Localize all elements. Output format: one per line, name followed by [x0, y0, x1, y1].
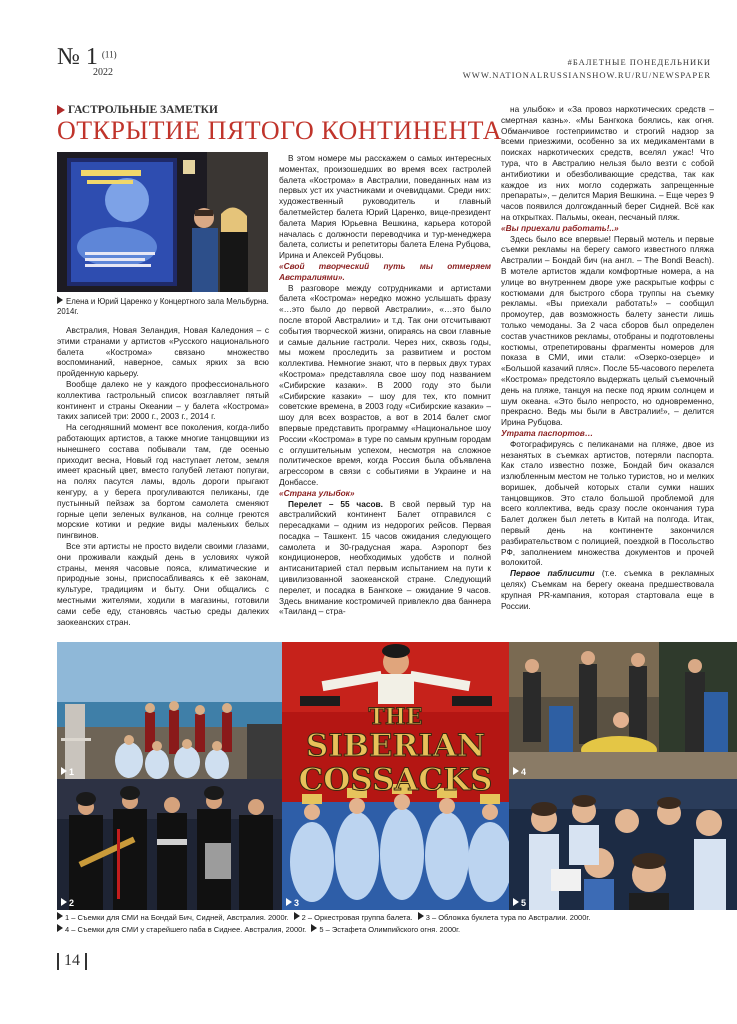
triangle-bullet-icon [286, 898, 292, 906]
gallery-photo-2 [57, 779, 282, 910]
triangle-bullet-icon [57, 105, 65, 115]
caption-item: 4 – Съемки для СМИ у старейшего паба в Сиднее. Австралия, 2000г. [65, 924, 307, 934]
tagline: #БАЛЕТНЫЕ ПОНЕДЕЛЬНИКИ [567, 57, 711, 67]
triangle-bullet-icon [418, 912, 424, 920]
rubric [57, 104, 218, 116]
subheading: Утрата паспортов… [501, 427, 594, 438]
top-photo [57, 152, 268, 292]
triangle-bullet-icon [513, 898, 519, 906]
photo-number [513, 898, 526, 908]
paragraph: Вообще далеко не у каждого профессионального коллектива гастрольный список возглавляет пятый континент и страны Океании – у балета «Кострома» таких записей три: 2000 г., 2003 г., 2014 г. [57, 378, 269, 422]
pub-photo-illustration [509, 642, 737, 779]
banner-word-the: THE [368, 704, 423, 730]
rubric-label: ГАСТРОЛЬНЫЕ ЗАМЕТКИ [68, 104, 218, 116]
beach-photo-illustration [57, 642, 282, 779]
caption-item: 5 – Эстафета Олимпийского огня. 2000г. [319, 924, 461, 934]
website[interactable]: WWW.NATIONALRUSSIANSHOW.RU/RU/NEWSPAPER [462, 70, 711, 80]
torch-relay-photo-illustration [509, 779, 737, 910]
paragraph [279, 499, 491, 618]
photo-number-text: 1 [69, 767, 75, 777]
photo-number [61, 898, 74, 908]
photo-number [286, 898, 299, 908]
triangle-bullet-icon [294, 912, 300, 920]
caption-text: Елена и Юрий Царенко у Концертного зала Мельбурна. 2014г. [57, 297, 269, 316]
paragraph: В разговоре между сотрудниками и артистами балета «Кострома» нередко можно услышать фразу «…это было до первой Австралии», «…это было после второй Австралии» и т.д. Так они отсчитывают события творческой жизни, опираясь на свои главные и самые дальние гастроли. Через них, сквозь годы, мы можем проследить за развитием и ростом коллектива. Немногие знают, что в первых двух турах «Кострома» представляла свое шоу под названием «Сибирские казаки». В 2000 году это были «Сибирские казаки» – шоу для тех, кто помнит советские времена, в 2003 году «Сибирские казаки» – шоу для всех возрастов, а вот в 2014 балет смог впервые представить программу «Национальное шоу России «Кострома» в туре по самым крупным городам с оглушительным успехом, несмотря на сложное политическое время, когда Россия была объявлена агрессором в связи с событиями в Украине и на Донбассе. [279, 282, 491, 487]
article-title: ОТКРЫТИЕ ПЯТОГО КОНТИНЕНТА [57, 116, 502, 145]
triangle-bullet-icon [61, 898, 67, 906]
paragraph: Все эти артисты не просто видели своими глазами, они проживали каждый день в условиях чужой страны, меняя часовые пояса, климатические и природные зоны, приспосабливаясь к её законам, культуре, традициям и быту. Они общались с местными жителями, ходили в магазины, готовили сами себе еду, становясь частью среды далеких заокеанских стран. [57, 540, 269, 627]
orchestra-photo-illustration [57, 779, 282, 910]
issue-sub: (11) [101, 49, 117, 60]
gallery-photo-1 [57, 642, 282, 779]
caption-line [57, 912, 717, 924]
paragraph: В этом номере мы расскажем о самых интересных моментах, произошедших во время всех гастролей балета «Кострома» в Австралии, поведанных нам из первых уст их участниками и очевидцами. Среди них: художественный руководитель и главный балетмейстер балета Юрий Царенко, вице-президент балета Мария Юрьевна Вешкина, карьера которой началась с должности переводчика и тур-менеджера балета, солисты и репетиторы балета Елена Рубцова, Ирина и Алексей Рубцовы. [279, 153, 491, 261]
photo-number [61, 767, 74, 777]
issue-info [57, 44, 117, 78]
gallery-photo-3 [282, 642, 509, 910]
masthead [463, 56, 711, 82]
gallery-photo-5 [509, 779, 737, 910]
photo-number-text: 4 [521, 767, 527, 777]
paragraph: Здесь было все впервые! Первый мотель и первые съемки рекламы на берегу самого известного пляжа Австралии – Бондай бич (на англ. – The Bondi Beach). В мотеле артистов ждали комфортные номера, а на улице во внутреннем дворе уже раскрытые кофры с костюмами для быстрого сбора труппы на съемку рекламы. «Вы приехали работать!» – сообщил промоутер, дав возможность балету занести лишь только чемоданы. За 2 часа сборов был определен состав участников рекламы, отобраны и подготовлены костюмы, отрепетированы фрагменты номеров для показа в СМИ, ими стали: «Озерко-озерце» и «Большой казачий пляс». После 55-часового перелета «Кострома» предстояло выдержать целый съемочный день на пляже, танцуя на песке под ярким солнцем и шум океана. «Это было непросто, но одновременно, прекрасно. Ведь мы были в Австралии!», – делится Ирина Рубцова. [501, 233, 714, 428]
paragraph: Австралия, Новая Зеландия, Новая Каледония – с этими странами у артистов «Русского национального балета «Кострома» связано множество воспоминаний, наверное, самых ярких за всю пройденную карьеру. [57, 325, 269, 379]
paragraph: Фотографируясь с пеликанами на пляже, двое из незанятых в съемках артистов, потеряли паспорта. Как стало известно позже, Бондай бич оказался излюбленным местом не только туристов, но и мелких воришек, добычей которых стали сумки наших танцовщиков. Это стало большой проблемой для всего коллектива, ведь сразу после окончания тура Балет должен был лететь в Китай на полгода. Итак, первый день на континенте закончился разбирательством с полицией, поездкой в Посольство РФ, заполнением множества документов и прочей волокитой. [501, 438, 714, 568]
caption-line [57, 924, 717, 936]
divider [57, 953, 59, 970]
top-photo-caption [57, 296, 269, 317]
photo-number-text: 3 [294, 898, 300, 908]
photo-number [513, 767, 526, 777]
article-column-3 [501, 104, 714, 611]
subheading: «Вы приехали работать!..» [501, 222, 619, 233]
triangle-bullet-icon [57, 912, 63, 920]
paragraph-text: В свой первый тур на австралийский континент Балет отправился с пересадками – одним из недорогих рейсов. Первая посадка – Ташкент. 15 часов ожидания следующего самолета и 30-градусная жара. Аэропорт без кондиционеров, необходимых удобств и полной антисанитарией стал первым испытанием на пути к цивилизованной заокеанской стране. Следующий перелет, и посадка в Бангкоке – ожидание 9 часов. Здесь внимание костромичей привлекло два баннера «Таиланд – стра- [279, 498, 491, 617]
lead-in: Первое паблисити [510, 568, 595, 579]
couple-photo-illustration [57, 152, 268, 292]
page-number-text: 14 [64, 952, 80, 969]
page-number [57, 952, 87, 970]
paragraph: на улыбок» и «За провоз наркотических средств – смертная казнь». «Мы Бангкока боялись, как огня. Обманчивое гостеприимство и строгий надзор за всеми приезжими, особенно за их медикаментами в поисках наркотических средств, вселял ужас! Что тура, что в Австралию нельзя было везти с собой антибиотики и обезболивающие средства, так как каждое из них могло содержать запрещенные препараты», – делится Мария Вешкина. – Еще через 9 часов появился долгожданный берег Сидней. Всё как на открытках. Пальмы, океан, песчаный пляж. [501, 104, 714, 222]
banner-word-cossacks: COSSACKS [298, 762, 493, 798]
caption-item: 3 – Обложка буклета тура по Австралии. 2000г. [425, 913, 591, 922]
gallery-photo-4 [509, 642, 737, 779]
triangle-bullet-icon [57, 924, 63, 932]
article-column-1 [57, 296, 269, 627]
subheading: «Страна улыбок» [279, 487, 355, 498]
subheading: «Свой творческий путь мы отмеряем Австралиями». [279, 260, 491, 282]
paragraph-text: (т.е. съемка в рекламных целях) Съемкам на берегу океана предшествовала крупная PR-кампания, которая стартовала еще в России. [501, 568, 714, 611]
photo-number-text: 2 [69, 898, 75, 908]
photo-number-text: 5 [521, 898, 527, 908]
triangle-bullet-icon [57, 296, 63, 304]
caption-item: 2 – Оркестровая группа балета. [301, 913, 413, 922]
banner-word-siberian: SIBERIAN [305, 728, 486, 764]
issue-number: № 1 [57, 44, 98, 70]
divider [85, 953, 87, 970]
article-column-2 [279, 153, 491, 617]
triangle-bullet-icon [513, 767, 519, 775]
paragraph [501, 568, 714, 611]
lead-in: Перелет – 55 часов. [288, 498, 383, 509]
caption-item: 1 – Съемки для СМИ на Бондай Бич, Сидней, Австралия. 2000г. [65, 913, 289, 922]
paragraph: На сегодняшний момент все поколения, когда-либо работающих артистов, а также многие танцовщики из нынешнего состава побывали там, где осенью приходит весна, Новый год наступает летом, земля имеет красный цвет, вместо голубей летают попугаи, на полях пасутся ламы, вдоль дороги прыгают кенгуру, а у берега прогуливаются пеликаны, где пустынный пейзаж за бортом самолета сменяют горные цепи зеленых вулканов, на солнце греются морские котики и редкие виды маленьких белых пингвинов. [57, 422, 269, 541]
triangle-bullet-icon [311, 924, 317, 932]
triangle-bullet-icon [61, 767, 67, 775]
issue-year: 2022 [93, 67, 113, 78]
gallery-captions [57, 912, 717, 935]
